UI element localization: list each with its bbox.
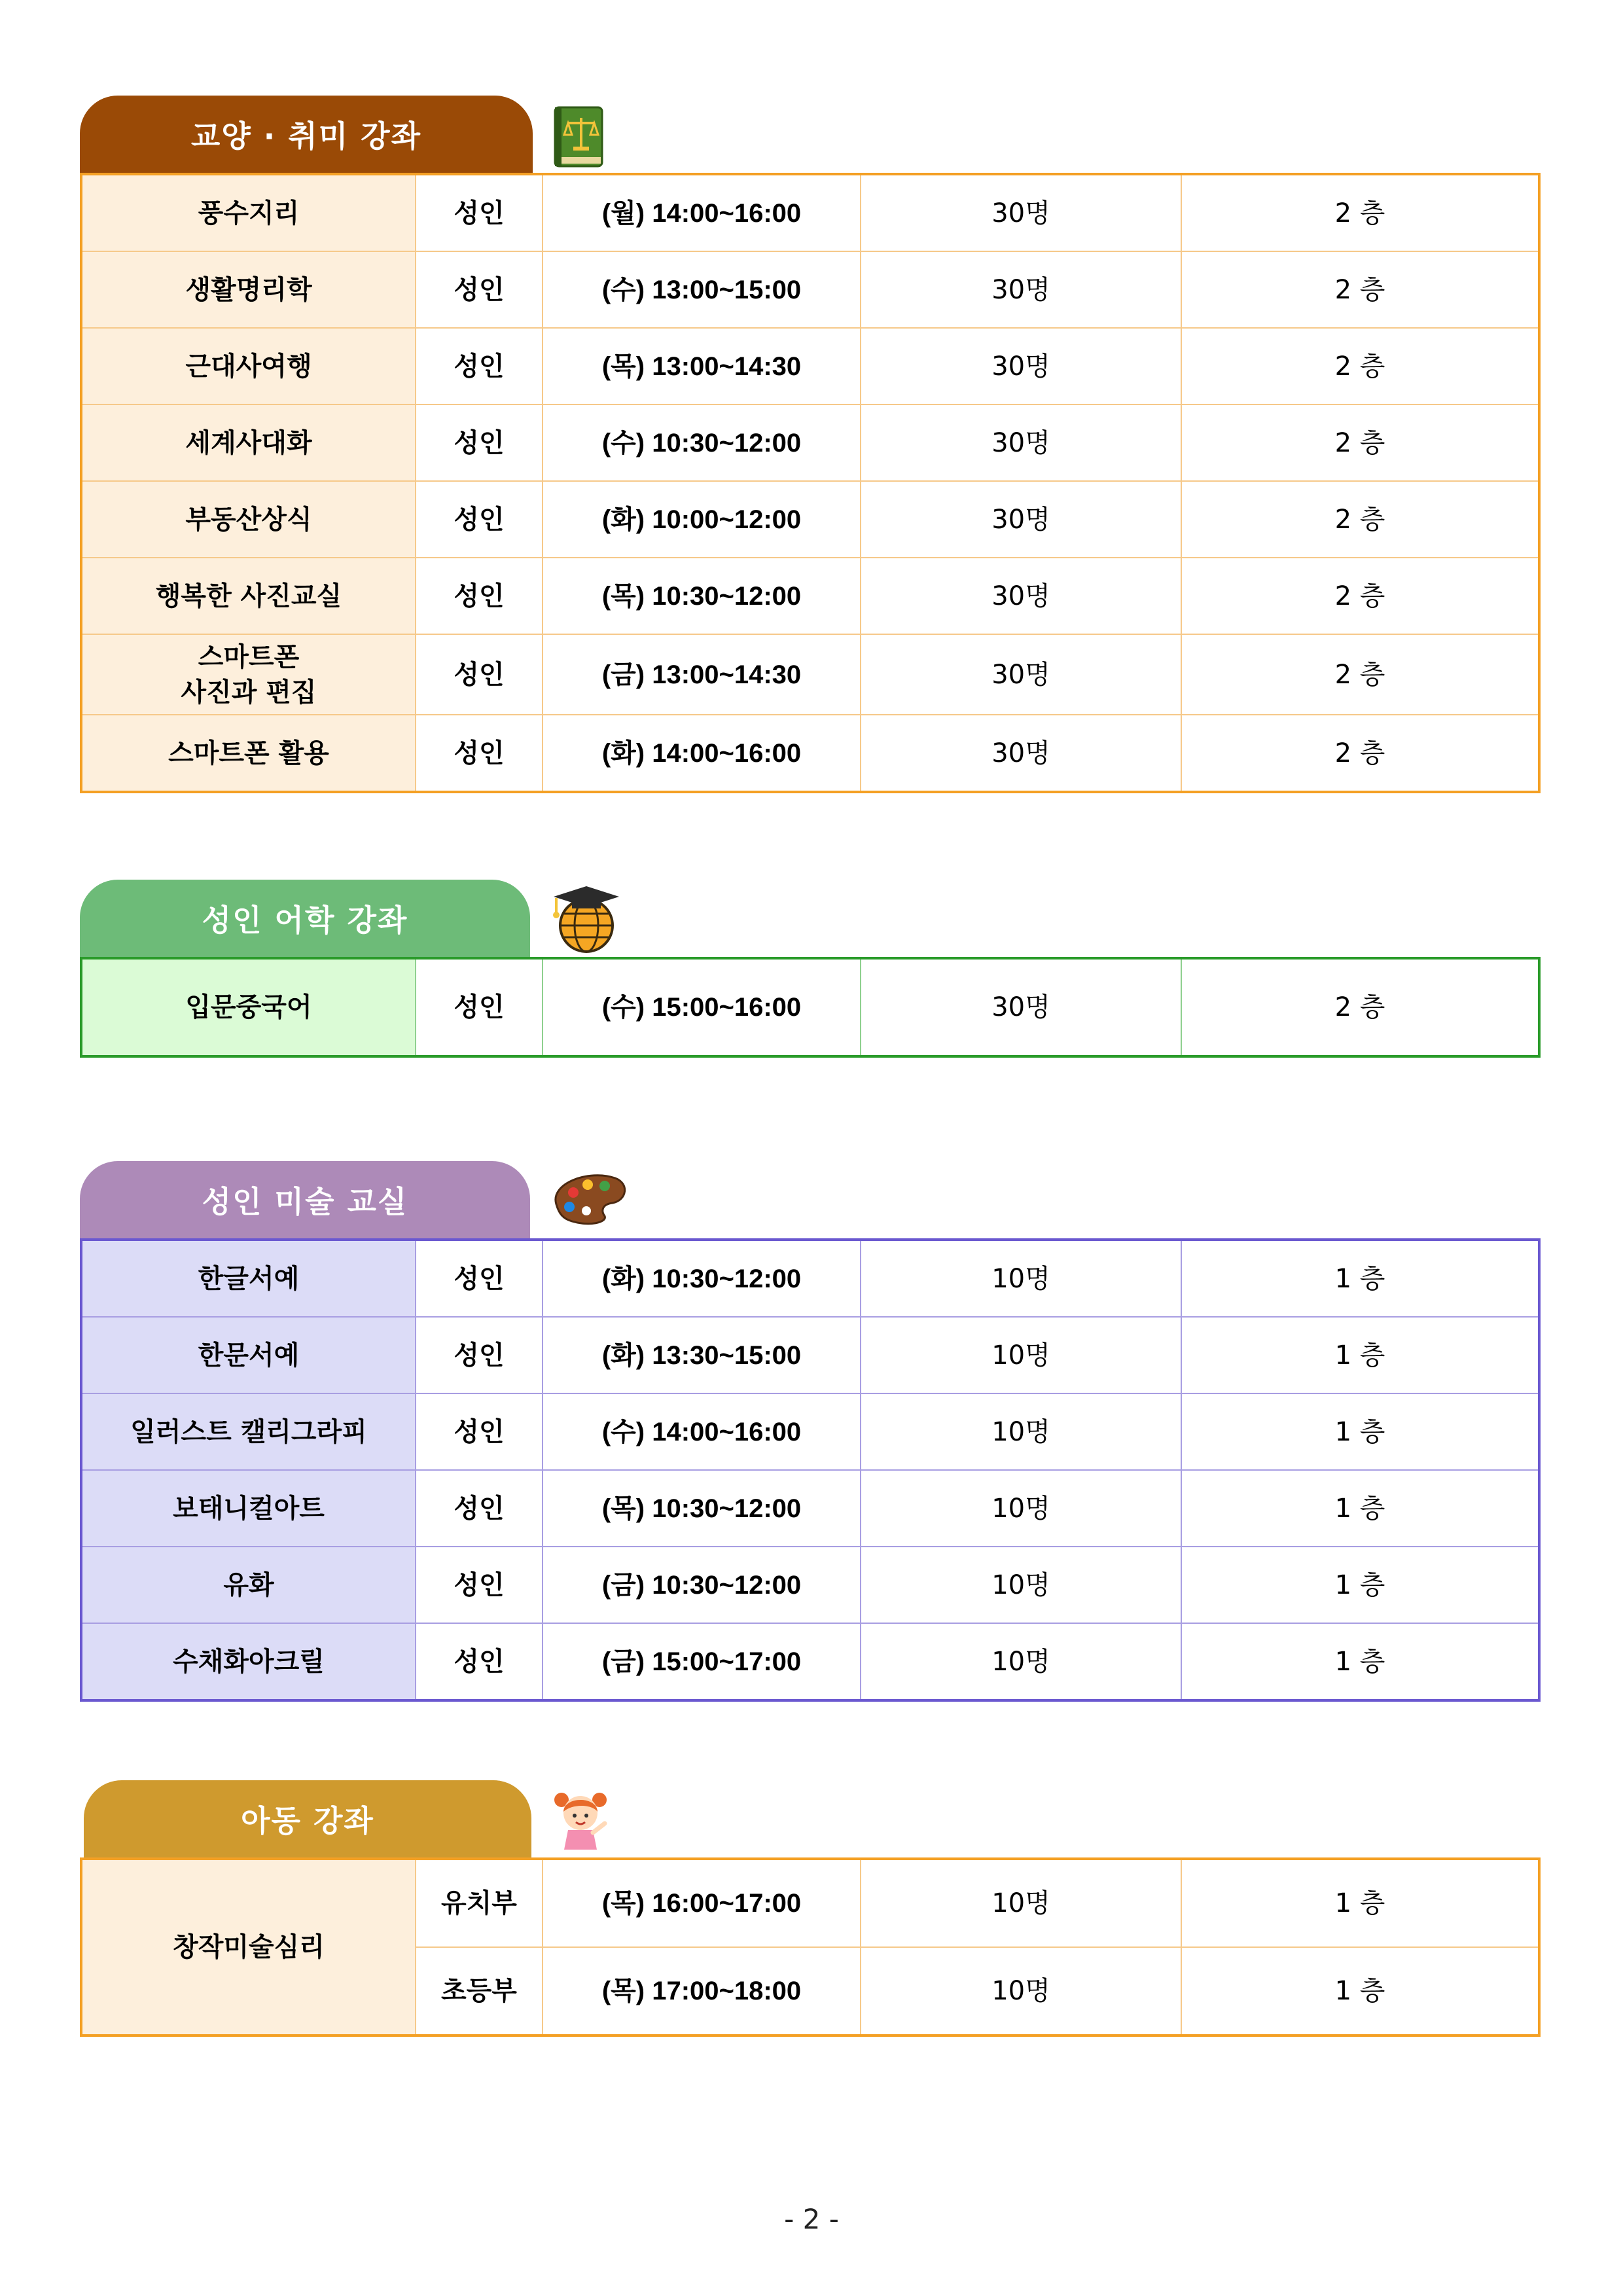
course-floor: 1 층 — [1181, 1859, 1539, 1947]
course-floor: 1 층 — [1181, 1317, 1539, 1393]
table-row — [81, 481, 1539, 558]
course-floor: 2 층 — [1181, 958, 1539, 1056]
course-time: (목) 17:00~18:00 — [543, 1947, 861, 2036]
course-time: (목) 13:00~14:30 — [543, 328, 861, 404]
course-capacity: 30명 — [861, 634, 1181, 715]
course-capacity: 30명 — [861, 558, 1181, 634]
course-target: 성인 — [416, 328, 543, 404]
course-capacity: 10명 — [861, 1547, 1181, 1623]
course-time: (화) 13:30~15:00 — [543, 1317, 861, 1393]
section-title-culture: 교양 · 취미 강좌 — [80, 96, 533, 173]
course-floor: 1 층 — [1181, 1547, 1539, 1623]
table-row — [81, 1859, 1539, 1947]
course-name: 풍수지리 — [81, 174, 416, 251]
course-target: 성인 — [416, 634, 543, 715]
course-name: 유화 — [81, 1547, 416, 1623]
course-capacity: 10명 — [861, 1470, 1181, 1547]
course-target: 성인 — [416, 715, 543, 792]
course-capacity: 30명 — [861, 328, 1181, 404]
course-floor: 2 층 — [1181, 174, 1539, 251]
course-name: 수채화아크릴 — [81, 1623, 416, 1700]
course-capacity: 10명 — [861, 1240, 1181, 1317]
course-target: 유치부 — [416, 1859, 543, 1947]
course-target: 성인 — [416, 174, 543, 251]
course-time: (수) 15:00~16:00 — [543, 958, 861, 1056]
course-floor: 1 층 — [1181, 1470, 1539, 1547]
course-floor: 2 층 — [1181, 558, 1539, 634]
law-book-icon — [552, 105, 605, 170]
course-name: 행복한 사진교실 — [81, 558, 416, 634]
art-course-table — [80, 1238, 1541, 1702]
course-name: 스마트폰 활용 — [81, 715, 416, 792]
course-name-line1: 스마트폰 — [198, 641, 300, 672]
course-capacity: 10명 — [861, 1317, 1181, 1393]
course-time: (금) 13:00~14:30 — [543, 634, 861, 715]
course-floor: 2 층 — [1181, 328, 1539, 404]
course-target: 성인 — [416, 481, 543, 558]
course-target: 성인 — [416, 1623, 543, 1700]
course-floor: 1 층 — [1181, 1947, 1539, 2036]
course-floor: 2 층 — [1181, 715, 1539, 792]
table-row — [81, 404, 1539, 481]
course-target: 성인 — [416, 558, 543, 634]
course-floor: 2 층 — [1181, 481, 1539, 558]
language-course-table — [80, 957, 1541, 1058]
course-floor: 2 층 — [1181, 404, 1539, 481]
course-time: (수) 13:00~15:00 — [543, 251, 861, 328]
course-name: 근대사여행 — [81, 328, 416, 404]
course-floor: 1 층 — [1181, 1623, 1539, 1700]
course-name: 생활명리학 — [81, 251, 416, 328]
culture-course-table — [80, 173, 1541, 793]
table-row — [81, 1470, 1539, 1547]
course-capacity: 30명 — [861, 404, 1181, 481]
course-target: 성인 — [416, 1547, 543, 1623]
table-row — [81, 328, 1539, 404]
course-floor: 1 층 — [1181, 1240, 1539, 1317]
course-name-line2: 사진과 편집 — [181, 677, 317, 708]
course-time: (화) 10:30~12:00 — [543, 1240, 861, 1317]
course-name: 세계사대화 — [81, 404, 416, 481]
course-target: 성인 — [416, 958, 543, 1056]
course-capacity: 10명 — [861, 1947, 1181, 2036]
table-row — [81, 634, 1539, 715]
table-row — [81, 715, 1539, 792]
course-time: (월) 14:00~16:00 — [543, 174, 861, 251]
course-name — [81, 634, 416, 715]
course-name: 한글서예 — [81, 1240, 416, 1317]
table-row — [81, 958, 1539, 1056]
course-time: (금) 15:00~17:00 — [543, 1623, 861, 1700]
course-target: 성인 — [416, 251, 543, 328]
table-row — [81, 1317, 1539, 1393]
girl-character-icon — [552, 1787, 609, 1852]
course-time: (목) 10:30~12:00 — [543, 1470, 861, 1547]
section-title-language: 성인 어학 강좌 — [80, 880, 530, 957]
course-floor: 1 층 — [1181, 1393, 1539, 1470]
section-title-art: 성인 미술 교실 — [80, 1161, 530, 1238]
course-floor: 2 층 — [1181, 251, 1539, 328]
course-time: (화) 10:00~12:00 — [543, 481, 861, 558]
table-row — [81, 1240, 1539, 1317]
section-title-children: 아동 강좌 — [84, 1780, 531, 1857]
course-capacity: 10명 — [861, 1859, 1181, 1947]
course-target: 성인 — [416, 1240, 543, 1317]
course-time: (목) 16:00~17:00 — [543, 1859, 861, 1947]
course-target: 초등부 — [416, 1947, 543, 2036]
table-row — [81, 1547, 1539, 1623]
course-floor: 2 층 — [1181, 634, 1539, 715]
course-time: (화) 14:00~16:00 — [543, 715, 861, 792]
course-name: 부동산상식 — [81, 481, 416, 558]
course-capacity: 30명 — [861, 481, 1181, 558]
course-time: (수) 14:00~16:00 — [543, 1393, 861, 1470]
course-capacity: 30명 — [861, 251, 1181, 328]
table-row — [81, 1623, 1539, 1700]
course-name: 창작미술심리 — [81, 1859, 416, 2036]
graduation-globe-icon — [548, 882, 624, 956]
children-course-table — [80, 1857, 1541, 2037]
course-capacity: 10명 — [861, 1393, 1181, 1470]
course-name: 입문중국어 — [81, 958, 416, 1056]
table-row — [81, 251, 1539, 328]
table-row — [81, 174, 1539, 251]
course-capacity: 10명 — [861, 1623, 1181, 1700]
course-name: 일러스트 캘리그라피 — [81, 1393, 416, 1470]
course-capacity: 30명 — [861, 715, 1181, 792]
course-time: (목) 10:30~12:00 — [543, 558, 861, 634]
course-name: 보태니컬아트 — [81, 1470, 416, 1547]
course-target: 성인 — [416, 1470, 543, 1547]
table-row — [81, 1393, 1539, 1470]
course-target: 성인 — [416, 404, 543, 481]
course-target: 성인 — [416, 1317, 543, 1393]
course-target: 성인 — [416, 1393, 543, 1470]
table-row — [81, 558, 1539, 634]
course-time: (수) 10:30~12:00 — [543, 404, 861, 481]
course-capacity: 30명 — [861, 958, 1181, 1056]
course-time: (금) 10:30~12:00 — [543, 1547, 861, 1623]
paint-palette-icon — [550, 1170, 627, 1227]
page-number: - 2 - — [784, 2203, 839, 2235]
course-capacity: 30명 — [861, 174, 1181, 251]
course-name: 한문서예 — [81, 1317, 416, 1393]
